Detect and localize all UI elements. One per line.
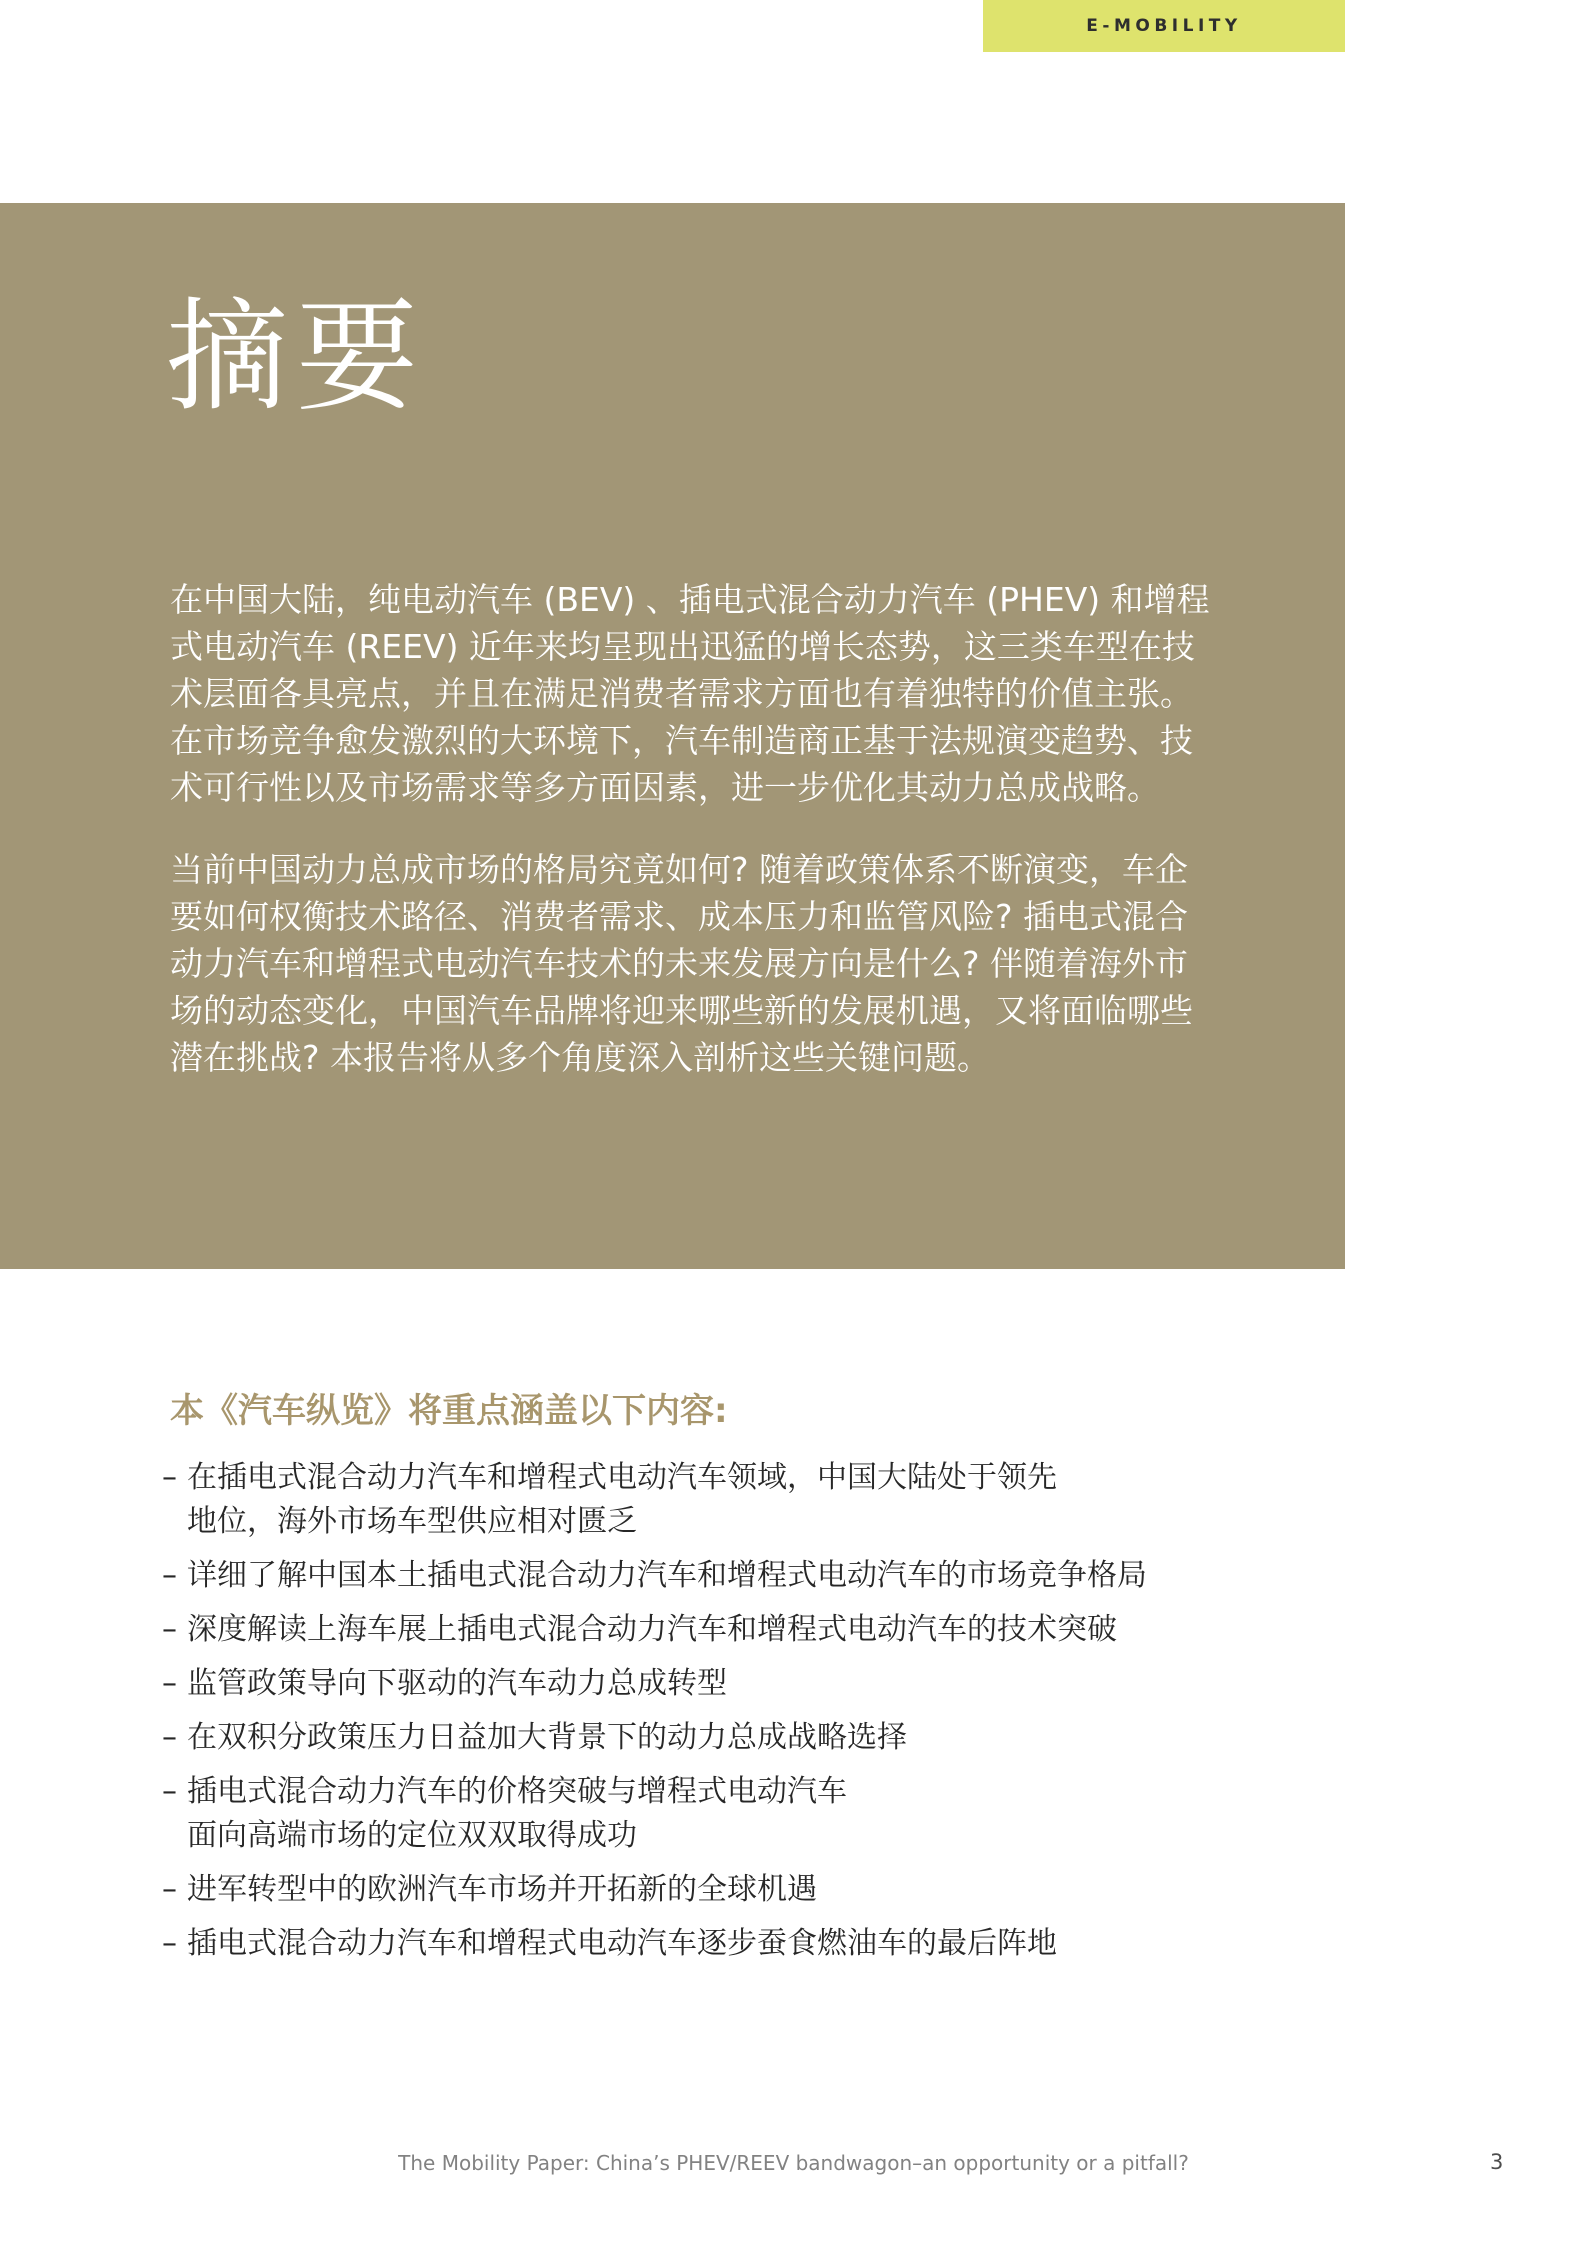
list-item — [162, 1770, 1422, 1858]
overview-heading: 本《汽车纵览》将重点涵盖以下内容: — [170, 1391, 728, 1431]
summary-paragraph: 在中国大陆，纯电动汽车 (BEV) 、插电式混合动力汽车 (PHEV) 和增程式电动汽车 (REEV) 近年来均呈现出迅猛的增长态势，这三类车型在技术层面各具亮点，并且在满足消费者需求方面也有着独特的价值主张。在市场竞争愈发激烈的大环境下，汽车制造商正基于法规演变趋势、技术可行性以及市场需求等多方面因素，进一步优化其动力总成战略。 — [170, 580, 1210, 807]
list-item-line: 地位，海外市场车型供应相对匮乏 — [187, 1504, 637, 1539]
list-item-line: 插电式混合动力汽车和增程式电动汽车逐步蚕食燃油车的最后阵地 — [187, 1926, 1057, 1961]
list-item — [162, 1922, 1422, 1966]
summary-paragraph: 当前中国动力总成市场的格局究竟如何? 随着政策体系不断演变，车企要如何权衡技术路径、消费者需求、成本压力和监管风险? 插电式混合动力汽车和增程式电动汽车技术的未来发展方向是什么? 伴随着海外市场的动态变化，中国汽车品牌将迎来哪些新的发展机遇，又将面临哪些潜在挑战? 本报告将从多个角度深入剖析这些关键问题。 — [170, 850, 1193, 1077]
dash-bullet: – — [162, 1612, 177, 1647]
list-item-line: 深度解读上海车展上插电式混合动力汽车和增程式电动汽车的技术突破 — [187, 1612, 1117, 1647]
summary-paragraphs — [170, 576, 1218, 1116]
list-item-line: 进军转型中的欧洲汽车市场并开拓新的全球机遇 — [187, 1872, 817, 1907]
summary-hero-block — [0, 203, 1345, 1269]
list-item-line: 详细了解中国本土插电式混合动力汽车和增程式电动汽车的市场竞争格局 — [187, 1558, 1147, 1593]
list-item-line: 监管政策导向下驱动的汽车动力总成转型 — [187, 1666, 727, 1701]
dash-bullet: – — [162, 1666, 177, 1701]
list-item — [162, 1456, 1422, 1544]
footer-title: The Mobility Paper: China’s PHEV/REEV bandwagon–an opportunity or a pitfall? — [398, 2151, 1189, 2175]
dash-bullet: – — [162, 1460, 177, 1495]
overview-list — [162, 1456, 1422, 1976]
list-item-line: 面向高端市场的定位双双取得成功 — [187, 1818, 637, 1853]
list-item — [162, 1554, 1422, 1598]
list-item-line: 插电式混合动力汽车的价格突破与增程式电动汽车 — [187, 1774, 847, 1809]
dash-bullet: – — [162, 1926, 177, 1961]
dash-bullet: – — [162, 1774, 177, 1809]
page-number: 3 — [1490, 2150, 1504, 2174]
list-item-line: 在插电式混合动力汽车和增程式电动汽车领域，中国大陆处于领先 — [187, 1460, 1057, 1495]
dash-bullet: – — [162, 1558, 177, 1593]
category-badge — [983, 0, 1345, 52]
list-item — [162, 1662, 1422, 1706]
list-item — [162, 1716, 1422, 1760]
list-item-line: 在双积分政策压力日益加大背景下的动力总成战略选择 — [187, 1720, 907, 1755]
list-item — [162, 1868, 1422, 1912]
list-item — [162, 1608, 1422, 1652]
dash-bullet: – — [162, 1872, 177, 1907]
summary-title: 摘要 — [166, 286, 426, 428]
dash-bullet: – — [162, 1720, 177, 1755]
category-badge-label: E-MOBILITY — [1086, 16, 1242, 36]
